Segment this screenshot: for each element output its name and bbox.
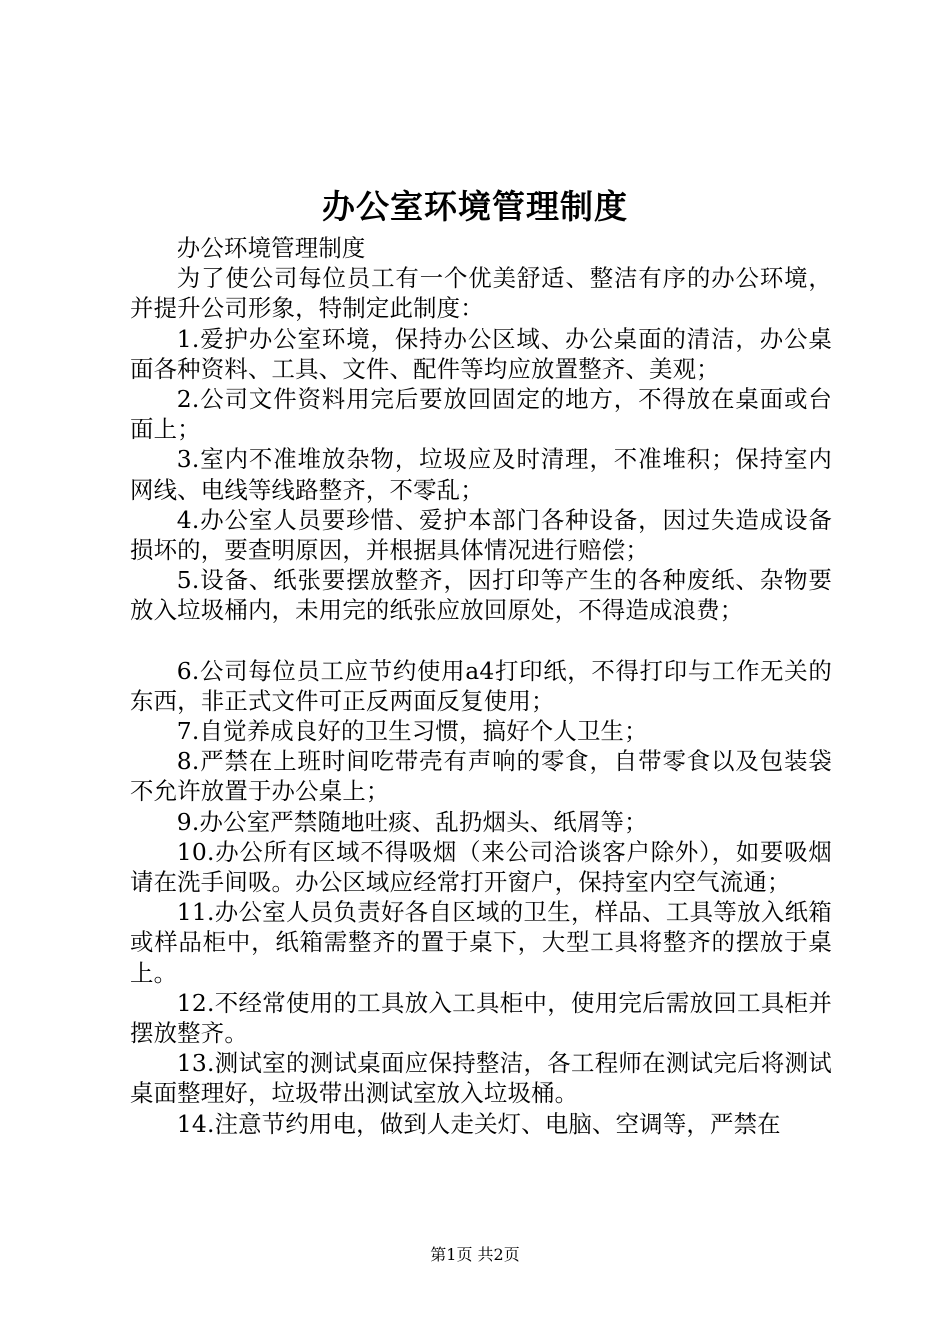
paragraph-rule-4: 4.办公室人员要珍惜、爱护本部门各种设备，因过失造成设备损坏的，要查明原因，并根据具体情况进行赔偿；: [130, 505, 832, 565]
paragraph-rule-5: 5.设备、纸张要摆放整齐，因打印等产生的各种废纸、杂物要放入垃圾桶内，未用完的纸张应放回原处，不得造成浪费；: [130, 566, 832, 625]
paragraph-rule-2: 2.公司文件资料用完后要放回固定的地方，不得放在桌面或台面上；: [130, 385, 832, 444]
paragraph-rule-13: 13.测试室的测试桌面应保持整洁，各工程师在测试完后将测试桌面整理好，垃圾带出测试室放入垃圾桶。: [130, 1049, 832, 1108]
document-title: 办公室环境管理制度: [322, 187, 628, 226]
page-footer: 第1页 共2页: [430, 1245, 520, 1264]
paragraph-rule-11: 11.办公室人员负责好各自区域的卫生，样品、工具等放入纸箱或样品柜中，纸箱需整齐的置于桌下，大型工具将整齐的摆放于桌上。: [130, 898, 832, 987]
paragraph-rule-3: 3.室内不准堆放杂物，垃圾应及时清理，不准堆积；保持室内网线、电线等线路整齐，不零乱；: [130, 445, 832, 504]
paragraph-subtitle: 办公环境管理制度: [176, 234, 366, 262]
paragraph-rule-7: 7.自觉养成良好的卫生习惯，搞好个人卫生；: [176, 717, 648, 746]
paragraph-rule-9: 9.办公室严禁随地吐痰、乱扔烟头、纸屑等；: [176, 807, 648, 836]
paragraph-rule-12: 12.不经常使用的工具放入工具柜中，使用完后需放回工具柜并摆放整齐。: [130, 988, 832, 1048]
paragraph-rule-14: 14.注意节约用电，做到人走关灯、电脑、空调等，严禁在: [176, 1109, 781, 1138]
paragraph-rule-8: 8.严禁在上班时间吃带壳有声响的零食，自带零食以及包装袋不允许放置于办公桌上；: [130, 747, 832, 806]
paragraph-rule-6: 6.公司每位员工应节约使用a4打印纸，不得打印与工作无关的东西，非正式文件可正反两面反复使用；: [130, 656, 832, 715]
document-body: [130, 233, 832, 1139]
paragraph-rule-10: 10.办公所有区域不得吸烟（来公司洽谈客户除外），如要吸烟请在洗手间吸。办公区域应经常打开窗户，保持室内空气流通；: [130, 837, 832, 897]
paragraph-intro: 为了使公司每位员工有一个优美舒适、整洁有序的办公环境，并提升公司形象，特制定此制度：: [130, 264, 832, 323]
paragraph-rule-1: 1.爱护办公室环境，保持办公区域、办公桌面的清洁，办公桌面各种资料、工具、文件、配件等均应放置整齐、美观；: [130, 324, 832, 383]
